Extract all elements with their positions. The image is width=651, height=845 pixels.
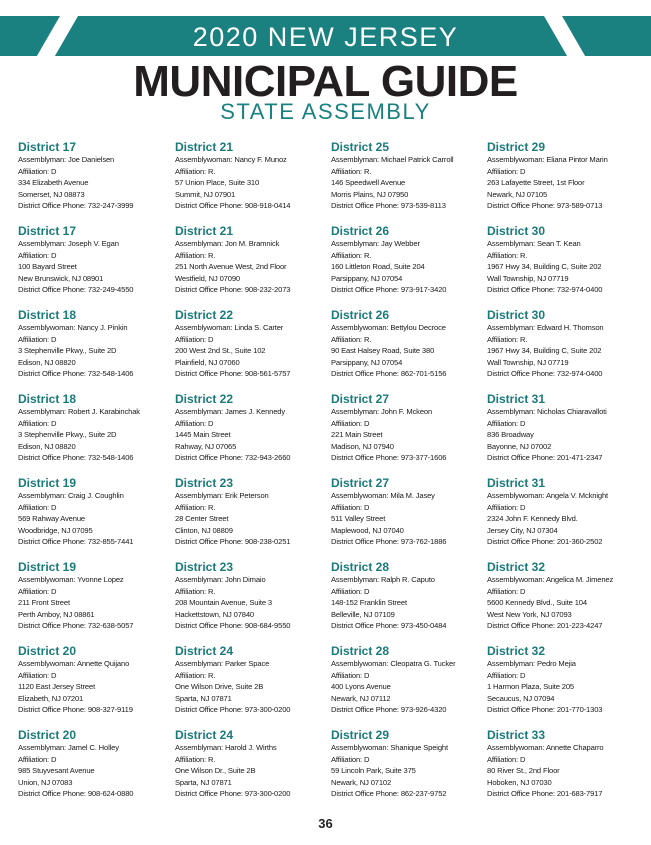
assembly-member-entry xyxy=(18,728,168,812)
member-name: Assemblywoman: Mila M. Jasey xyxy=(331,491,435,500)
affiliation: Affiliation: D xyxy=(175,334,214,344)
affiliation: Affiliation: D xyxy=(487,418,526,428)
city-state-zip: Union, NJ 07083 xyxy=(18,777,73,787)
street-address: 251 North Avenue West, 2nd Floor xyxy=(175,262,287,272)
office-phone: District Office Phone: 973-377-1606 xyxy=(331,453,447,463)
member-name: Assemblyman: Jamel C. Holley xyxy=(18,743,119,752)
district-heading: District 17 xyxy=(18,224,77,238)
district-heading: District 31 xyxy=(487,476,546,490)
office-phone: District Office Phone: 732-548-1406 xyxy=(18,453,134,463)
city-state-zip: Plainfield, NJ 07060 xyxy=(175,357,240,367)
assembly-member-entry xyxy=(18,476,168,560)
office-phone: District Office Phone: 908-561-5757 xyxy=(175,369,291,379)
city-state-zip: Perth Amboy, NJ 08861 xyxy=(18,609,95,619)
office-phone: District Office Phone: 973-300-0200 xyxy=(175,789,291,799)
affiliation: Affiliation: D xyxy=(487,166,526,176)
street-address: 5600 Kennedy Blvd., Suite 104 xyxy=(487,598,587,608)
page-subtitle: STATE ASSEMBLY xyxy=(220,99,431,124)
street-address: 90 East Halsey Road, Suite 380 xyxy=(331,346,435,356)
member-name: Assemblyman: Ralph R. Caputo xyxy=(331,575,435,584)
affiliation: Affiliation: D xyxy=(18,502,57,512)
office-phone: District Office Phone: 973-926-4320 xyxy=(331,705,447,715)
assembly-member-entry xyxy=(487,644,637,728)
member-name: Assemblywoman: Annette Quijano xyxy=(18,659,130,668)
city-state-zip: Somerset, NJ 08873 xyxy=(18,189,85,199)
assembly-member-entry xyxy=(331,476,481,560)
district-heading: District 24 xyxy=(175,644,234,658)
street-address: 1967 Hwy 34, Building C, Suite 202 xyxy=(487,262,602,272)
city-state-zip: Newark, NJ 07102 xyxy=(331,777,392,787)
street-address: 100 Bayard Street xyxy=(18,262,77,272)
district-heading: District 30 xyxy=(487,224,546,238)
assembly-member-entry xyxy=(175,476,325,560)
city-state-zip: Maplewood, NJ 07040 xyxy=(331,525,404,535)
district-heading: District 20 xyxy=(18,728,77,742)
district-heading: District 18 xyxy=(18,392,77,406)
assembly-member-entry xyxy=(175,392,325,476)
office-phone: District Office Phone: 973-450-0484 xyxy=(331,621,447,631)
district-heading: District 29 xyxy=(487,140,546,154)
banner-title: 2020 NEW JERSEY xyxy=(192,22,459,52)
directory-column xyxy=(487,140,637,812)
affiliation: Affiliation: D xyxy=(18,670,57,680)
street-address: 985 Stuyvesant Avenue xyxy=(18,766,95,776)
member-name: Assemblyman: Joe Danielsen xyxy=(18,155,115,164)
city-state-zip: Belleville, NJ 07109 xyxy=(331,609,395,619)
affiliation: Affiliation: D xyxy=(331,502,370,512)
member-name: Assemblyman: John F. Mckeon xyxy=(331,407,433,416)
district-heading: District 32 xyxy=(487,644,546,658)
office-phone: District Office Phone: 732-943-2660 xyxy=(175,453,291,463)
district-heading: District 25 xyxy=(331,140,390,154)
district-heading: District 31 xyxy=(487,392,546,406)
assembly-member-entry xyxy=(175,308,325,392)
street-address: 400 Lyons Avenue xyxy=(331,682,391,692)
affiliation: Affiliation: R. xyxy=(175,754,216,764)
district-heading: District 17 xyxy=(18,140,77,154)
district-heading: District 24 xyxy=(175,728,234,742)
assembly-member-entry xyxy=(331,224,481,308)
member-name: Assemblyman: Joseph V. Egan xyxy=(18,239,119,248)
city-state-zip: Morris Plains, NJ 07950 xyxy=(331,189,409,199)
member-name: Assemblyman: Craig J. Coughlin xyxy=(18,491,124,500)
member-name: Assemblyman: Erik Peterson xyxy=(175,491,269,500)
assembly-member-entry xyxy=(18,392,168,476)
affiliation: Affiliation: D xyxy=(18,250,57,260)
member-name: Assemblywoman: Angelica M. Jimenez xyxy=(487,575,614,584)
city-state-zip: Newark, NJ 07105 xyxy=(487,189,548,199)
office-phone: District Office Phone: 732-638-5057 xyxy=(18,621,134,631)
street-address: 569 Rahway Avenue xyxy=(18,514,85,524)
street-address: 80 River St., 2nd Floor xyxy=(487,766,560,776)
member-name: Assemblyman: Harold J. Wirths xyxy=(175,743,277,752)
city-state-zip: Hackettstown, NJ 07840 xyxy=(175,609,255,619)
member-name: Assemblywoman: Linda S. Carter xyxy=(175,323,284,332)
office-phone: District Office Phone: 732-974-0400 xyxy=(487,369,603,379)
affiliation: Affiliation: D xyxy=(18,166,57,176)
street-address: 334 Elizabeth Avenue xyxy=(18,178,89,188)
office-phone: District Office Phone: 732-974-0400 xyxy=(487,285,603,295)
street-address: One Wilson Drive, Suite 2B xyxy=(175,682,264,692)
member-name: Assemblywoman: Cleopatra G. Tucker xyxy=(331,659,456,668)
office-phone: District Office Phone: 201-770-1303 xyxy=(487,705,603,715)
office-phone: District Office Phone: 973-589-0713 xyxy=(487,201,603,211)
city-state-zip: New Brunswick, NJ 08901 xyxy=(18,273,104,283)
directory-column xyxy=(331,140,481,812)
member-name: Assemblywoman: Bettylou Decroce xyxy=(331,323,446,332)
affiliation: Affiliation: D xyxy=(331,418,370,428)
assembly-member-entry xyxy=(487,140,637,224)
directory-column xyxy=(18,140,168,812)
city-state-zip: Madison, NJ 07940 xyxy=(331,441,394,451)
affiliation: Affiliation: D xyxy=(18,586,57,596)
city-state-zip: West New York, NJ 07093 xyxy=(487,609,572,619)
street-address: 3 Stephenville Pkwy., Suite 2D xyxy=(18,346,117,356)
office-phone: District Office Phone: 908-684-9550 xyxy=(175,621,291,631)
page-title: MUNICIPAL GUIDE xyxy=(133,57,518,106)
assembly-member-entry xyxy=(487,476,637,560)
district-heading: District 29 xyxy=(331,728,390,742)
district-heading: District 26 xyxy=(331,224,390,238)
city-state-zip: Edison, NJ 08820 xyxy=(18,441,76,451)
affiliation: Affiliation: R. xyxy=(487,250,528,260)
affiliation: Affiliation: D xyxy=(18,754,57,764)
assembly-member-entry xyxy=(331,728,481,812)
street-address: 2324 John F. Kennedy Blvd. xyxy=(487,514,578,524)
street-address: 1967 Hwy 34, Building C, Suite 202 xyxy=(487,346,602,356)
street-address: 200 West 2nd St., Suite 102 xyxy=(175,346,266,356)
affiliation: Affiliation: D xyxy=(331,754,370,764)
district-heading: District 20 xyxy=(18,644,77,658)
district-heading: District 23 xyxy=(175,560,234,574)
affiliation: Affiliation: D xyxy=(487,586,526,596)
street-address: 160 Littleton Road, Suite 204 xyxy=(331,262,425,272)
street-address: 511 Valley Street xyxy=(331,514,386,524)
affiliation: Affiliation: R. xyxy=(331,334,372,344)
city-state-zip: Rahway, NJ 07065 xyxy=(175,441,237,451)
assembly-member-entry xyxy=(331,308,481,392)
district-heading: District 22 xyxy=(175,392,234,406)
street-address: 221 Main Street xyxy=(331,430,383,440)
district-heading: District 28 xyxy=(331,644,390,658)
street-address: 148-152 Franklin Street xyxy=(331,598,407,608)
office-phone: District Office Phone: 973-300-0200 xyxy=(175,705,291,715)
office-phone: District Office Phone: 732-548-1406 xyxy=(18,369,134,379)
assembly-member-entry xyxy=(175,560,325,644)
affiliation: Affiliation: D xyxy=(487,502,526,512)
city-state-zip: Wall Township, NJ 07719 xyxy=(487,273,569,283)
assembly-member-entry xyxy=(331,644,481,728)
district-heading: District 27 xyxy=(331,476,390,490)
member-name: Assemblyman: Sean T. Kean xyxy=(487,239,581,248)
office-phone: District Office Phone: 973-539-8113 xyxy=(331,201,446,211)
member-name: Assemblyman: Robert J. Karabinchak xyxy=(18,407,140,416)
assembly-member-entry xyxy=(18,308,168,392)
district-heading: District 22 xyxy=(175,308,234,322)
office-phone: District Office Phone: 201-471-2347 xyxy=(487,453,603,463)
street-address: 263 Lafayette Street, 1st Floor xyxy=(487,178,585,188)
affiliation: Affiliation: R. xyxy=(175,670,216,680)
affiliation: Affiliation: R. xyxy=(175,586,216,596)
affiliation: Affiliation: R. xyxy=(175,166,216,176)
district-heading: District 28 xyxy=(331,560,390,574)
street-address: 57 Union Place, Suite 310 xyxy=(175,178,260,188)
assembly-member-entry xyxy=(175,644,325,728)
affiliation: Affiliation: R. xyxy=(331,166,372,176)
member-name: Assemblyman: Parker Space xyxy=(175,659,270,668)
street-address: 59 Lincoln Park, Suite 375 xyxy=(331,766,416,776)
member-name: Assemblywoman: Nancy F. Munoz xyxy=(175,155,287,164)
member-name: Assemblyman: John Dimaio xyxy=(175,575,266,584)
street-address: 836 Broadway xyxy=(487,430,534,440)
assembly-member-entry xyxy=(487,392,637,476)
office-phone: District Office Phone: 908-624-0880 xyxy=(18,789,134,799)
member-name: Assemblywoman: Eliana Pintor Marin xyxy=(487,155,608,164)
assembly-member-entry xyxy=(175,140,325,224)
page-number: 36 xyxy=(318,816,333,831)
street-address: 28 Center Street xyxy=(175,514,229,524)
office-phone: District Office Phone: 973-917-3420 xyxy=(331,285,447,295)
member-name: Assemblywoman: Yvonne Lopez xyxy=(18,575,124,584)
assembly-member-entry xyxy=(175,728,325,812)
district-heading: District 19 xyxy=(18,476,77,490)
member-name: Assemblyman: Jay Webber xyxy=(331,239,420,248)
street-address: 208 Mountain Avenue, Suite 3 xyxy=(175,598,272,608)
city-state-zip: Summit, NJ 07901 xyxy=(175,189,236,199)
city-state-zip: Sparta, NJ 07871 xyxy=(175,693,232,703)
assembly-member-entry xyxy=(487,224,637,308)
city-state-zip: Parsippany, NJ 07054 xyxy=(331,357,403,367)
affiliation: Affiliation: D xyxy=(18,418,57,428)
district-heading: District 30 xyxy=(487,308,546,322)
assembly-member-entry xyxy=(487,308,637,392)
city-state-zip: Parsippany, NJ 07054 xyxy=(331,273,403,283)
district-heading: District 23 xyxy=(175,476,234,490)
district-heading: District 18 xyxy=(18,308,77,322)
district-heading: District 27 xyxy=(331,392,390,406)
affiliation: Affiliation: R. xyxy=(175,502,216,512)
district-heading: District 26 xyxy=(331,308,390,322)
member-name: Assemblyman: James J. Kennedy xyxy=(175,407,286,416)
assembly-member-entry xyxy=(331,140,481,224)
affiliation: Affiliation: R. xyxy=(331,250,372,260)
city-state-zip: Jersey City, NJ 07304 xyxy=(487,525,558,535)
city-state-zip: Wall Township, NJ 07719 xyxy=(487,357,569,367)
assembly-member-entry xyxy=(18,560,168,644)
affiliation: Affiliation: D xyxy=(18,334,57,344)
city-state-zip: Woodbridge, NJ 07095 xyxy=(18,525,93,535)
assembly-member-entry xyxy=(331,392,481,476)
office-phone: District Office Phone: 908-918-0414 xyxy=(175,201,291,211)
street-address: One Wilson Dr., Suite 2B xyxy=(175,766,256,776)
member-name: Assemblyman: Nicholas Chiaravalloti xyxy=(487,407,607,416)
city-state-zip: Westfield, NJ 07090 xyxy=(175,273,240,283)
street-address: 211 Front Street xyxy=(18,598,70,608)
affiliation: Affiliation: D xyxy=(487,670,526,680)
city-state-zip: Clinton, NJ 08809 xyxy=(175,525,233,535)
affiliation: Affiliation: R. xyxy=(175,250,216,260)
office-phone: District Office Phone: 201-683-7917 xyxy=(487,789,603,799)
district-heading: District 21 xyxy=(175,140,234,154)
city-state-zip: Elizabeth, NJ 07201 xyxy=(18,693,84,703)
member-name: Assemblywoman: Angela V. Mcknight xyxy=(487,491,608,500)
assembly-member-entry xyxy=(487,560,637,644)
member-name: Assemblywoman: Annette Chaparro xyxy=(487,743,604,752)
office-phone: District Office Phone: 732-249-4550 xyxy=(18,285,134,295)
district-heading: District 19 xyxy=(18,560,77,574)
office-phone: District Office Phone: 732-247-3999 xyxy=(18,201,134,211)
street-address: 146 Speedwell Avenue xyxy=(331,178,406,188)
affiliation: Affiliation: D xyxy=(175,418,214,428)
member-name: Assemblyman: Michael Patrick Carroll xyxy=(331,155,454,164)
office-phone: District Office Phone: 862-701-5156 xyxy=(331,369,447,379)
directory-column xyxy=(175,140,325,812)
assembly-member-entry xyxy=(487,728,637,812)
office-phone: District Office Phone: 732-855-7441 xyxy=(18,537,134,547)
header-banner xyxy=(0,16,651,56)
office-phone: District Office Phone: 908-238-0251 xyxy=(175,537,291,547)
street-address: 1 Harmon Plaza, Suite 205 xyxy=(487,682,575,692)
city-state-zip: Secaucus, NJ 07094 xyxy=(487,693,555,703)
street-address: 1120 East Jersey Street xyxy=(18,682,96,692)
city-state-zip: Newark, NJ 07112 xyxy=(331,693,391,703)
district-heading: District 32 xyxy=(487,560,546,574)
office-phone: District Office Phone: 862-237-9752 xyxy=(331,789,447,799)
assembly-member-entry xyxy=(331,560,481,644)
assembly-member-entry xyxy=(18,644,168,728)
office-phone: District Office Phone: 201-223-4247 xyxy=(487,621,603,631)
city-state-zip: Edison, NJ 08820 xyxy=(18,357,76,367)
affiliation: Affiliation: D xyxy=(331,586,370,596)
city-state-zip: Sparta, NJ 07871 xyxy=(175,777,232,787)
district-heading: District 21 xyxy=(175,224,234,238)
district-heading: District 33 xyxy=(487,728,546,742)
affiliation: Affiliation: D xyxy=(331,670,370,680)
member-name: Assemblywoman: Shanique Speight xyxy=(331,743,448,752)
city-state-zip: Bayonne, NJ 07002 xyxy=(487,441,552,451)
assembly-member-entry xyxy=(18,140,168,224)
assembly-member-entry xyxy=(175,224,325,308)
city-state-zip: Hoboken, NJ 07030 xyxy=(487,777,552,787)
office-phone: District Office Phone: 201-360-2502 xyxy=(487,537,603,547)
street-address: 1445 Main Street xyxy=(175,430,231,440)
office-phone: District Office Phone: 973-762-1886 xyxy=(331,537,447,547)
member-name: Assemblyman: Pedro Mejia xyxy=(487,659,576,668)
street-address: 3 Stephenville Pkwy., Suite 2D xyxy=(18,430,117,440)
member-name: Assemblyman: Jon M. Bramnick xyxy=(175,239,280,248)
office-phone: District Office Phone: 908-327-9119 xyxy=(18,705,133,715)
affiliation: Affiliation: R. xyxy=(487,334,528,344)
assembly-member-entry xyxy=(18,224,168,308)
member-name: Assemblywoman: Nancy J. Pinkin xyxy=(18,323,128,332)
office-phone: District Office Phone: 908-232-2073 xyxy=(175,285,291,295)
member-name: Assemblyman: Edward H. Thomson xyxy=(487,323,604,332)
affiliation: Affiliation: D xyxy=(487,754,526,764)
